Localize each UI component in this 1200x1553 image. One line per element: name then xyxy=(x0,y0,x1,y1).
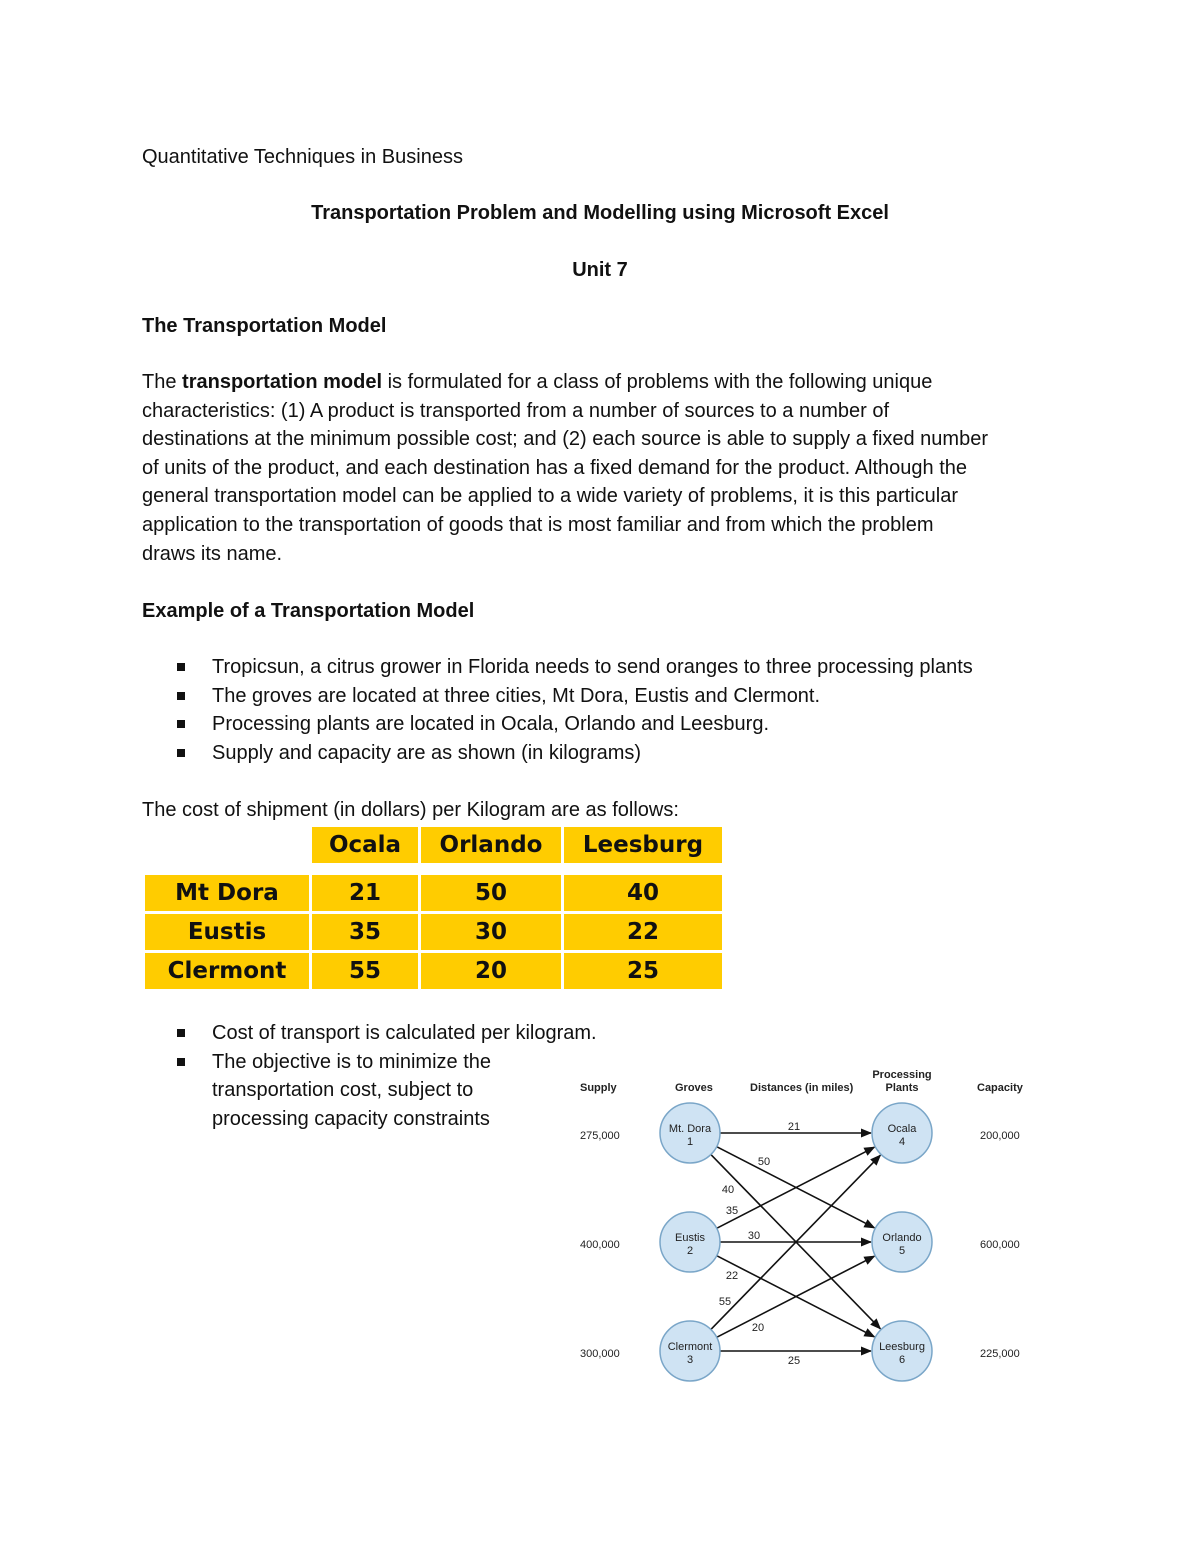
list-item: Processing plants are located in Ocala, Orlando and Leesburg. xyxy=(170,710,973,739)
header-groves: Groves xyxy=(675,1082,713,1094)
grove-node-name: Clermont xyxy=(667,1341,713,1353)
supply-clermont: 300,000 xyxy=(580,1348,620,1360)
distance-label: 30 xyxy=(747,1230,761,1242)
grove-node-id: 1 xyxy=(686,1136,694,1148)
distance-label: 20 xyxy=(751,1322,765,1334)
table-cell: 25 xyxy=(563,952,724,991)
plant-node-id: 6 xyxy=(898,1354,906,1366)
column-header-ocala: Ocala xyxy=(311,826,420,865)
bullet-square-icon xyxy=(177,663,185,671)
column-header-leesburg: Leesburg xyxy=(563,826,724,865)
table-row xyxy=(144,913,724,952)
shipment-cost-table xyxy=(142,824,725,992)
table-row xyxy=(144,865,724,874)
transportation-network-diagram xyxy=(560,1060,1040,1390)
grove-node-name: Eustis xyxy=(675,1232,705,1244)
list-item: The objective is to minimize the transportation cost, subject to processing capacity constraints xyxy=(170,1048,552,1134)
paragraph-line: characteristics: (1) A product is transported from a number of sources to a number of xyxy=(142,399,890,422)
table-row xyxy=(144,874,724,913)
capacity-leesburg: 225,000 xyxy=(980,1348,1020,1360)
table-header-row xyxy=(144,826,724,865)
paragraph-line: general transportation model can be applied to a wide variety of problems, it is this particular xyxy=(142,485,958,508)
grove-node-id: 3 xyxy=(686,1354,694,1366)
table-cell: 55 xyxy=(311,952,420,991)
distance-label: 25 xyxy=(787,1355,801,1367)
paragraph-line: draws its name. xyxy=(142,542,283,565)
section-heading-transportation-model: The Transportation Model xyxy=(142,315,387,337)
table-spacer xyxy=(144,865,724,874)
table-cell: 21 xyxy=(311,874,420,913)
list-item: Supply and capacity are as shown (in kilograms) xyxy=(170,739,973,768)
header-capacity: Capacity xyxy=(977,1082,1023,1094)
bullet-square-icon xyxy=(177,720,185,728)
plant-node-name: Ocala xyxy=(887,1123,917,1135)
table-cell: 50 xyxy=(420,874,563,913)
example-bullet-list xyxy=(170,653,973,767)
capacity-ocala: 200,000 xyxy=(980,1130,1020,1142)
bold-term: transportation model xyxy=(182,371,383,393)
distance-label: 22 xyxy=(725,1270,739,1282)
header-plants: Plants xyxy=(885,1082,919,1094)
row-label-clermont: Clermont xyxy=(144,952,311,991)
plant-node-name: Leesburg xyxy=(879,1341,925,1353)
table-cell: 20 xyxy=(420,952,563,991)
bullet-square-icon xyxy=(177,749,185,757)
header-processing: Processing xyxy=(872,1069,932,1081)
document-title: Transportation Problem and Modelling using Microsoft Excel xyxy=(311,202,889,224)
supply-eustis: 400,000 xyxy=(580,1239,620,1251)
table-cell: 30 xyxy=(420,913,563,952)
edge-group xyxy=(711,1121,880,1367)
header-supply: Supply xyxy=(580,1082,617,1094)
distance-label: 35 xyxy=(725,1205,739,1217)
list-item: Cost of transport is calculated per kilogram. xyxy=(170,1019,597,1048)
capacity-orlando: 600,000 xyxy=(980,1239,1020,1251)
objective-bullet-list xyxy=(170,1019,597,1133)
row-label-mt-dora: Mt Dora xyxy=(144,874,311,913)
paragraph-line: destinations at the minimum possible cost; and (2) each source is able to supply a fixed number xyxy=(142,428,988,451)
bullet-square-icon xyxy=(177,1058,185,1066)
paragraph-line: application to the transportation of goods that is most familiar and from which the problem xyxy=(142,513,934,536)
unit-label: Unit 7 xyxy=(572,259,628,281)
table-cell: 35 xyxy=(311,913,420,952)
distance-label: 40 xyxy=(721,1184,735,1196)
bullet-square-icon xyxy=(177,692,185,700)
distance-label: 21 xyxy=(787,1121,801,1133)
list-item: Tropicsun, a citrus grower in Florida needs to send oranges to three processing plants xyxy=(170,653,973,682)
paragraph-line: The transportation model is formulated for a class of problems with the following unique xyxy=(142,371,933,393)
plant-node-id: 4 xyxy=(898,1136,906,1148)
row-label-eustis: Eustis xyxy=(144,913,311,952)
list-item: The groves are located at three cities, Mt Dora, Eustis and Clermont. xyxy=(170,682,973,711)
table-row xyxy=(144,952,724,991)
supply-mt-dora: 275,000 xyxy=(580,1130,620,1142)
table-cell: 40 xyxy=(563,874,724,913)
grove-node-name: Mt. Dora xyxy=(668,1123,712,1135)
section-heading-example: Example of a Transportation Model xyxy=(142,600,475,622)
grove-node-id: 2 xyxy=(686,1245,694,1257)
plant-node-name: Orlando xyxy=(882,1232,922,1244)
distance-label: 55 xyxy=(718,1296,732,1308)
distance-label: 50 xyxy=(757,1156,771,1168)
paragraph-line: of units of the product, and each destination has a fixed demand for the product. Although the xyxy=(142,456,968,479)
plant-node-id: 5 xyxy=(898,1245,906,1257)
bullet-square-icon xyxy=(177,1029,185,1037)
intro-paragraph xyxy=(142,368,1072,568)
table-cell: 22 xyxy=(563,913,724,952)
column-header-orlando: Orlando xyxy=(420,826,563,865)
table-corner-cell xyxy=(144,826,311,865)
course-name: Quantitative Techniques in Business xyxy=(142,146,463,168)
header-distances: Distances (in miles) xyxy=(750,1082,854,1094)
cost-intro-text: The cost of shipment (in dollars) per Kilogram are as follows: xyxy=(142,799,679,821)
